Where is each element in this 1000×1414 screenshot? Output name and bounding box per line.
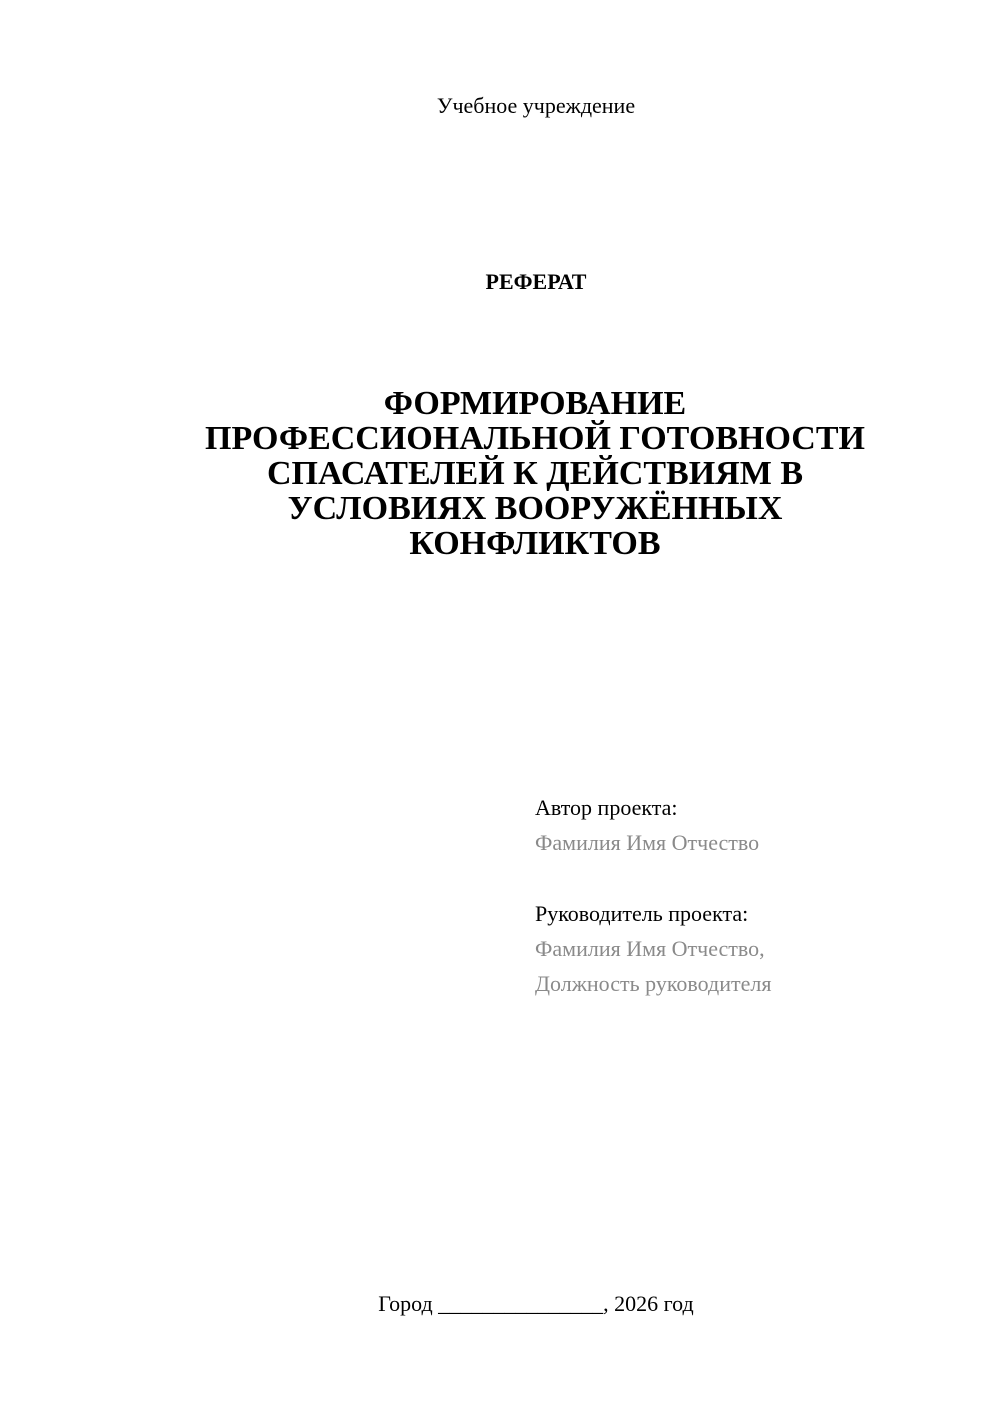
document-title — [150, 386, 920, 561]
supervisor-name: Фамилия Имя Отчество, — [535, 936, 765, 961]
title-line: ФОРМИРОВАНИЕ — [383, 385, 687, 422]
title-line: КОНФЛИКТОВ — [409, 525, 661, 562]
title-line: СПАСАТЕЛЕЙ К ДЕЙСТВИЯМ В — [267, 455, 803, 492]
project-info — [535, 790, 975, 1001]
supervisor-label: Руководитель проекта: — [535, 901, 749, 926]
author-name: Фамилия Имя Отчество — [535, 830, 760, 855]
spacer — [535, 860, 975, 896]
title-line: УСЛОВИЯХ ВООРУЖЁННЫХ — [287, 490, 783, 527]
institution-name: Учебное учреждение — [436, 93, 636, 118]
document-type: РЕФЕРАТ — [485, 269, 587, 294]
city-year: Город _______________, 2026 год — [378, 1291, 694, 1316]
author-label: Автор проекта: — [535, 795, 678, 820]
title-line: ПРОФЕССИОНАЛЬНОЙ ГОТОВНОСТИ — [205, 420, 865, 457]
supervisor-position: Должность руководителя — [535, 971, 772, 996]
